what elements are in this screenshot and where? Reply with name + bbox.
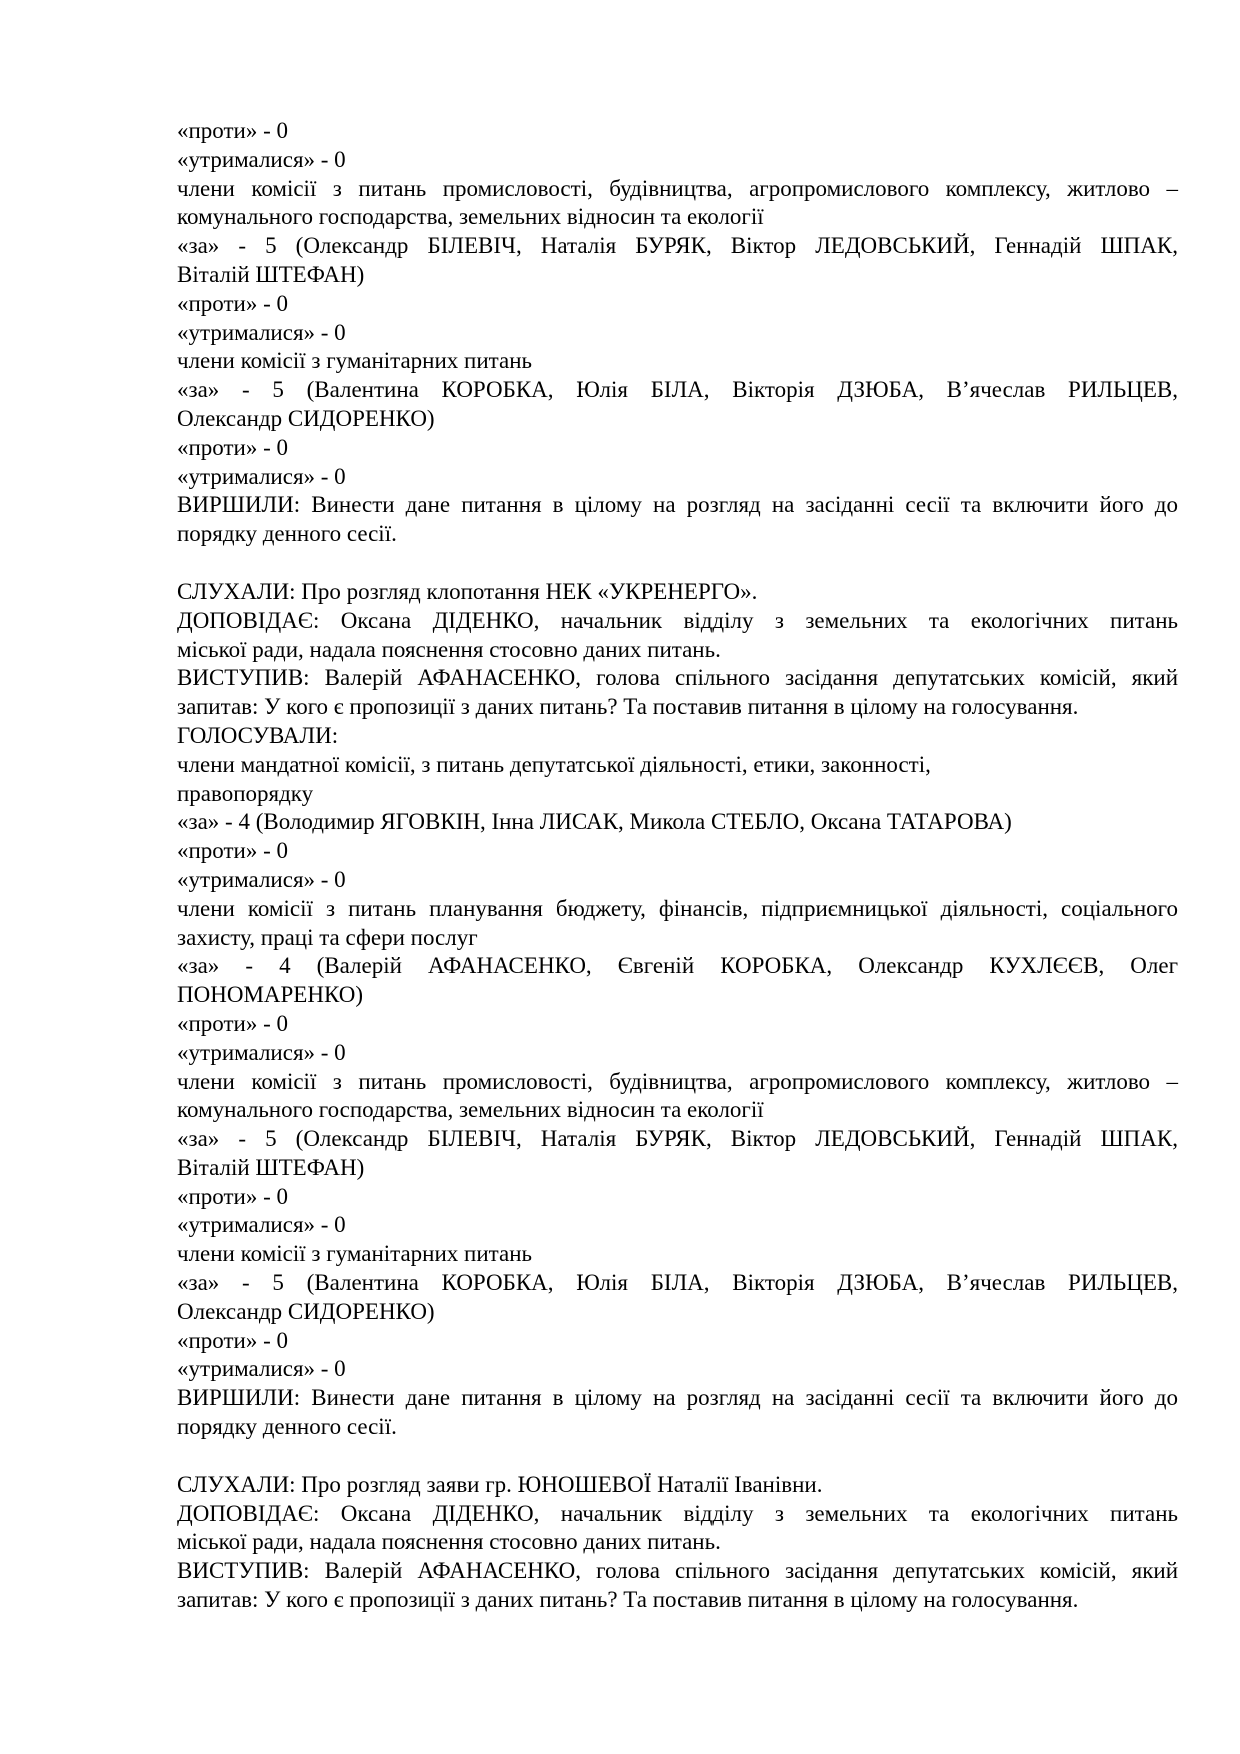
text-line: правопорядку [177,780,314,806]
text-line: комунального господарства, земельних відносин та екології [177,1097,764,1123]
text-line: «проти» - 0 [177,290,289,316]
text-line: «утрималися» - 0 [177,146,346,172]
text-line: «проти» - 0 [177,838,289,864]
text-line: Олександр СИДОРЕНКО) [177,405,435,431]
text-line: порядку денного сесії. [177,521,397,547]
text-line: ВИСТУПИВ: Валерій АФАНАСЕНКО, голова спільного засідання депутатських комісій, який [177,1558,1178,1584]
text-line: запитав: У кого є пропозиції з даних питань? Та поставив питання в цілому на голосування. [177,1587,1079,1613]
text-line: «проти» - 0 [177,118,289,143]
text-line: «проти» - 0 [177,434,289,460]
text-line: ДОПОВІДАЄ: Оксана ДІДЕНКО, начальник відділу з земельних та екологічних питань [177,1500,1178,1526]
text-line: Віталій ШТЕФАН) [177,1154,365,1180]
document-body [177,117,1178,1615]
paragraph-gap [177,1442,1178,1471]
text-line: «утрималися» - 0 [177,866,346,892]
text-line: члени комісії з гуманітарних питань [177,348,533,374]
text-line: «за» - 4 (Валерій АФАНАСЕНКО, Євгеній КОРОБКА, Олександр КУХЛЄЄВ, Олег [177,953,1178,979]
text-line: «утрималися» - 0 [177,1039,346,1065]
text-line: члени комісії з питань промисловості, будівництва, агропромислового комплексу, житлово – [177,1068,1178,1094]
text-line: «проти» - 0 [177,1327,289,1353]
text-line: ДОПОВІДАЄ: Оксана ДІДЕНКО, начальник відділу з земельних та екологічних питань [177,607,1178,633]
text-line: члени комісії з питань промисловості, будівництва, агропромислового комплексу, житлово – [177,175,1178,201]
text-line: порядку денного сесії. [177,1414,397,1440]
text-line: ВИРШИЛИ: Винести дане питання в цілому на розгляд на засіданні сесії та включити його до [177,492,1178,518]
text-line: «утрималися» - 0 [177,463,346,489]
text-line: ВИРШИЛИ: Винести дане питання в цілому на розгляд на засіданні сесії та включити його до [177,1385,1178,1411]
text-line: «за» - 5 (Олександр БІЛЕВІЧ, Наталія БУРЯК, Віктор ЛЕДОВСЬКИЙ, Геннадій ШПАК, [177,233,1178,259]
text-line: СЛУХАЛИ: Про розгляд клопотання НЕК «УКРЕНЕРГО». [177,578,758,604]
text-line: «за» - 5 (Валентина КОРОБКА, Юлія БІЛА, Вікторія ДЗЮБА, В’ячеслав РИЛЬЦЕВ, [177,377,1178,403]
text-line: ПОНОМАРЕНКО) [177,982,363,1008]
text-line: «утрималися» - 0 [177,319,346,345]
text-line: міської ради, надала пояснення стосовно даних питань. [177,1529,721,1555]
text-line: члени комісії з питань планування бюджету, фінансів, підприємницької діяльності, соціального [177,895,1178,921]
text-line: «утрималися» - 0 [177,1212,346,1238]
text-line: захисту, праці та сфери послуг [177,924,478,950]
text-line: «проти» - 0 [177,1183,289,1209]
text-line: ГОЛОСУВАЛИ: [177,722,339,748]
text-line: ВИСТУПИВ: Валерій АФАНАСЕНКО, голова спільного засідання депутатських комісій, який [177,665,1178,691]
text-line: «за» - 5 (Валентина КОРОБКА, Юлія БІЛА, Вікторія ДЗЮБА, В’ячеслав РИЛЬЦЕВ, [177,1270,1178,1296]
text-line: міської ради, надала пояснення стосовно даних питань. [177,636,721,662]
text-line: СЛУХАЛИ: Про розгляд заяви гр. ЮНОШЕВОЇ Наталії Іванівни. [177,1471,823,1497]
text-line: «за» - 5 (Олександр БІЛЕВІЧ, Наталія БУРЯК, Віктор ЛЕДОВСЬКИЙ, Геннадій ШПАК, [177,1126,1178,1152]
text-line: запитав: У кого є пропозиції з даних питань? Та поставив питання в цілому на голосування. [177,694,1079,720]
text-line: Олександр СИДОРЕНКО) [177,1298,435,1324]
text-line: «утрималися» - 0 [177,1356,346,1382]
text-line: «проти» - 0 [177,1010,289,1036]
text-line: комунального господарства, земельних відносин та екології [177,204,764,230]
text-line: «за» - 4 (Володимир ЯГОВКІН, Інна ЛИСАК, Микола СТЕБЛО, Оксана ТАТАРОВА) [177,809,1012,835]
paragraph-gap [177,549,1178,578]
text-line: Віталій ШТЕФАН) [177,261,365,287]
text-line: члени комісії з гуманітарних питань [177,1241,533,1267]
text-line: члени мандатної комісії, з питань депутатської діяльності, етики, законності, [177,751,931,777]
